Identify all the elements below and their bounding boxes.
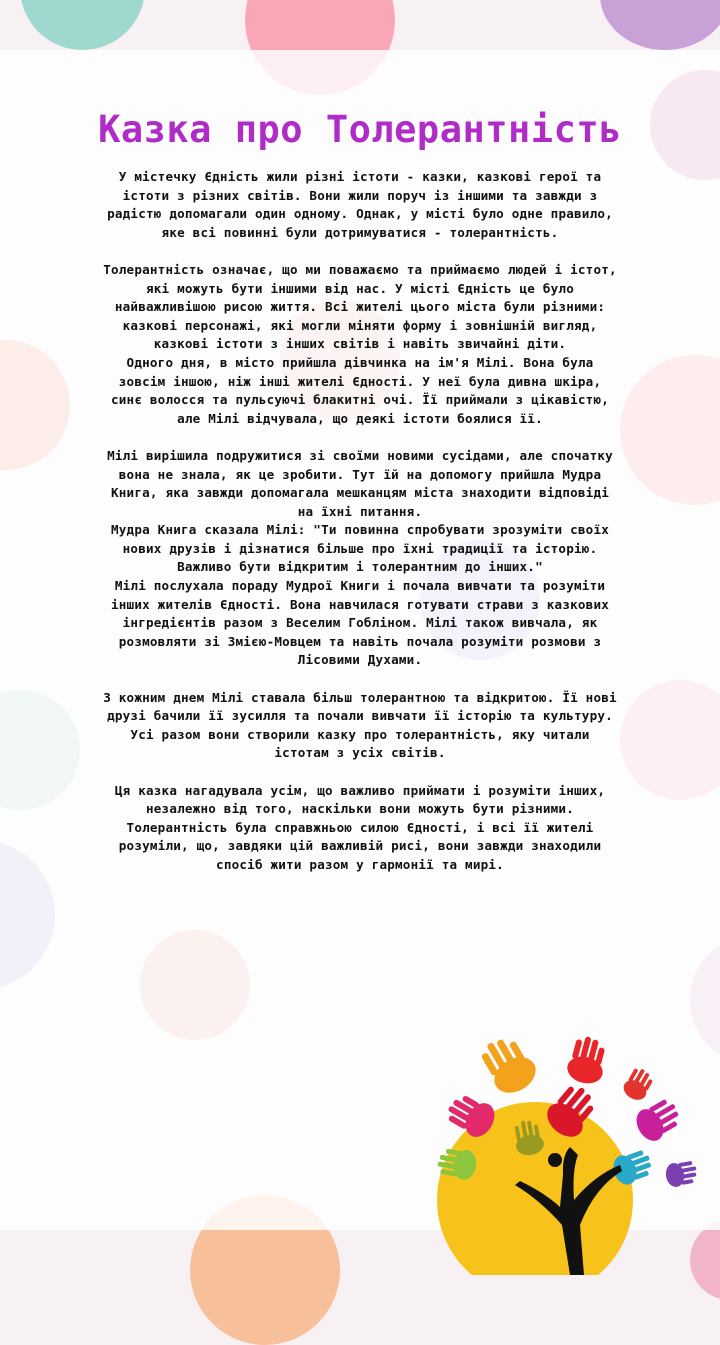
decor-circle (600, 0, 720, 50)
story-text (100, 168, 620, 875)
paragraph: Мудра Книга сказала Мілі: "Ти повинна спробувати зрозуміти своїх нових друзів і дізнатися більше про їхні традиції та історію. Важливо бути відкритим і толерантним до інших." (110, 522, 610, 575)
paragraph: З кожним днем Мілі ставала більш толерантною та відкритою. Її нові друзі бачили її зусилля та почали вивчати її історію та культуру. Усі разом вони створили казку про толерантність, яку читали істотам з усіх світів. (103, 689, 617, 761)
paragraph: Мілі вирішила подружитися зі своїми новими сусідами, але спочатку вона не знала, як це зробити. Тут їй на допомогу прийшла Мудра Книга, яка завжди допомагала мешканцям міста знаходити відповіді на їхні питання. (107, 447, 613, 519)
decor-circle (20, 0, 145, 50)
paragraph: У містечку Єдність жили різні істоти - казки, казкові герої та істоти з різних світів. Вони жили поруч із іншими та завжди з радістю допомагали один одному. Однак, у місті було одне правило, яке всі повинні були дотримуватися - толерантність. (107, 169, 613, 240)
paragraph: Толерантність означає, що ми поважаємо та приймаємо людей і істот, які можуть бути іншими від нас. У місті Єдність це було найважливішою рисою життя. Всі жителі цього міста були різними: казкові персонажі, які могли міняти форму і зовнішній вигляд, казкові істоти з інших світів і навіть звичайні діти. (103, 261, 617, 352)
hand-icon (564, 1033, 611, 1087)
hand-icon (631, 1095, 685, 1146)
paragraph: Ця казка нагадувала усім, що важливо приймати і розуміти інших, незалежно від того, наскільки вони можуть бути різними. Толерантність була справжньою силою Єдності, і всі її жителі розуміли, що, завдяки цій важливій рисі, вони завжди знаходили спосіб жити разом у гармонії та мирі. (114, 782, 606, 872)
hands-tree-illustration (420, 1025, 720, 1275)
figure-head (548, 1153, 562, 1167)
paragraph: Одного дня, в місто прийшла дівчинка на ім'я Мілі. Вона була зовсім іншою, ніж інші жителі Єдності. У неї була дивна шкіра, синє волосся та пульсуючі блакитні очі. Її приймали з цікавістю, але Мілі відчувала, що деякі істоти боялися її. (110, 354, 610, 426)
hand-icon (476, 1029, 542, 1099)
page-title: Казка про Толерантність (98, 108, 622, 151)
hand-icon (664, 1159, 699, 1188)
decor-circle (140, 930, 250, 1040)
paragraph: Мілі послухала пораду Мудрої Книги і почала вивчати та розуміти інших жителів Єдності. Вона навчилася готувати страви з казкових інгредієнтів разом з Веселим Гобліном. Мілі також вивчала, як розмовляти зі Змією-Мовцем та навіть почала розуміти розмови з Лісовими Духами. (110, 578, 610, 668)
hand-icon (620, 1065, 656, 1104)
